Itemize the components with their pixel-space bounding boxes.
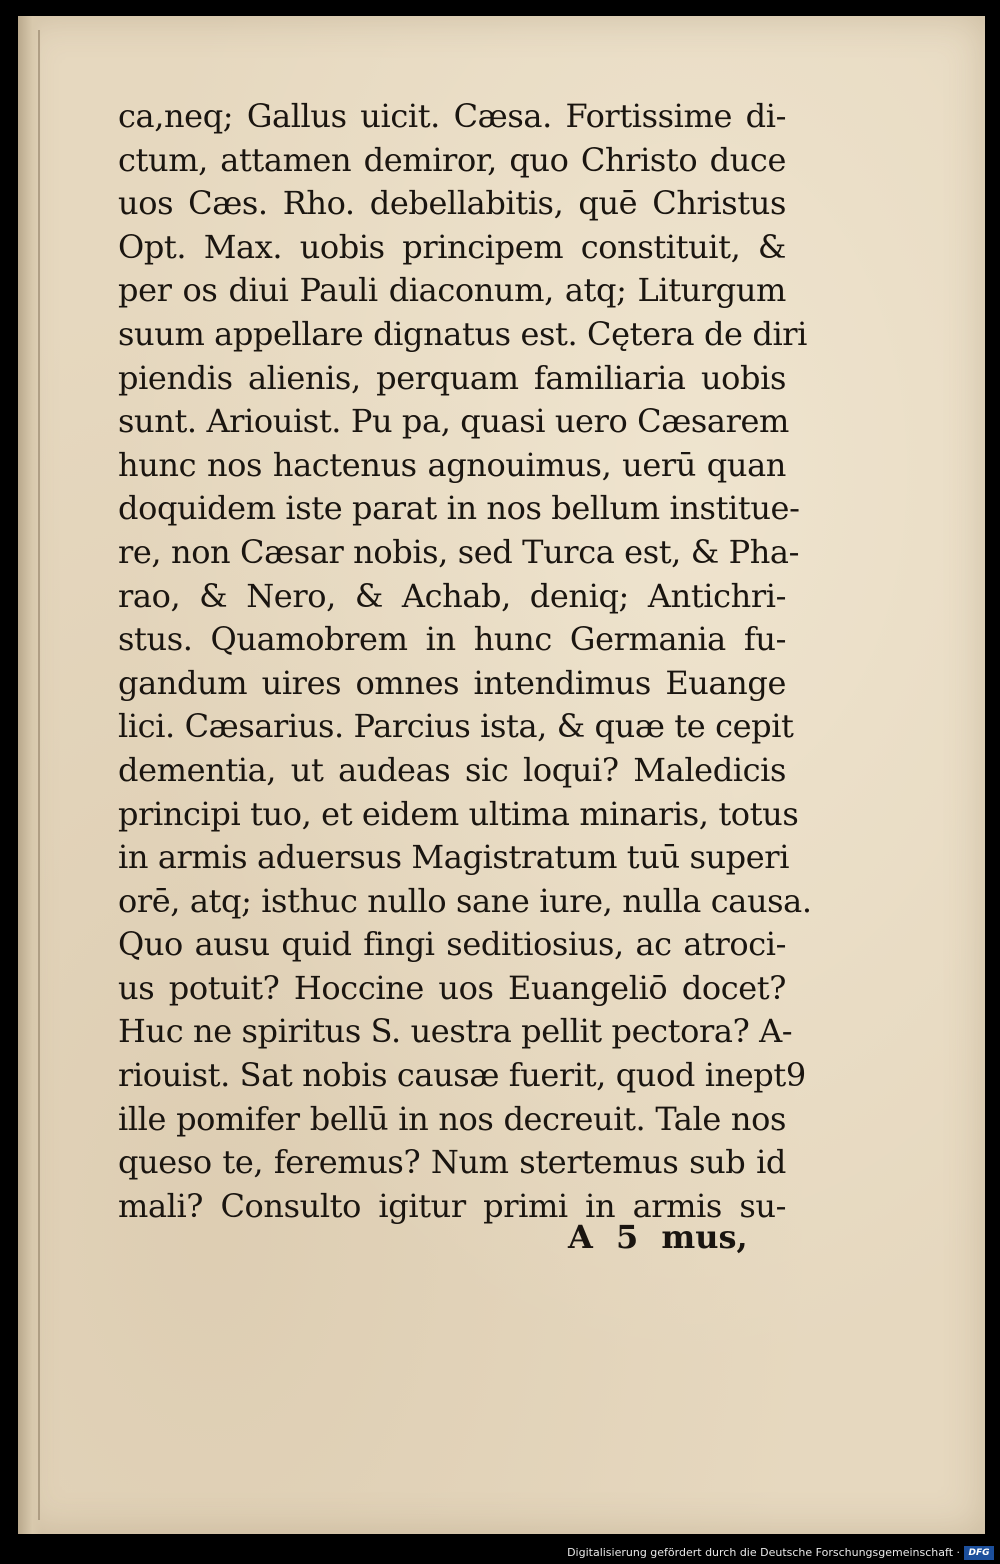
- text-line: ille pomifer bellū in nos decreuit. Tale nos: [118, 1099, 786, 1138]
- text-line: orē, atq; isthuc nullo sane iure, nulla causa.: [118, 881, 812, 920]
- page-text: [118, 95, 812, 1228]
- text-line: sunt. Ariouist. Pu pa, quasi uero Cæsarem: [118, 402, 789, 441]
- text-line: ctum, attamen demiror, quo Christo duce: [118, 140, 786, 179]
- text-line: in armis aduersus Magistratum tuū superi: [118, 838, 790, 877]
- text-line: dementia, ut audeas sic loqui? Maledicis: [118, 750, 786, 789]
- funding-credit: Digitalisierung gefördert durch die Deutsche Forschungsgemeinschaft ·: [567, 1546, 960, 1559]
- text-line: ca,neq; Gallus uicit. Cæsa. Fortissime di-: [118, 97, 786, 135]
- text-line: lici. Cæsarius. Parcius ista, & quæ te cepit: [118, 707, 794, 746]
- text-line: Quo ausu quid fingi seditiosius, ac atroci-: [118, 925, 786, 964]
- text-line: principi tuo, et eidem ultima minaris, totus: [118, 794, 799, 833]
- text-line: queso te, feremus? Num stertemus sub id: [118, 1143, 786, 1182]
- text-line: riouist. Sat nobis causæ fuerit, quod inept9: [118, 1056, 806, 1095]
- text-line: stus. Quamobrem in hunc Germania fu-: [118, 620, 786, 659]
- text-line: suum appellare dignatus est. Cętera de diri: [118, 314, 808, 353]
- page-fold: [38, 30, 40, 1520]
- text-line: mali? Consulto igitur primi in armis su-: [118, 1186, 786, 1225]
- text-line: gandum uires omnes intendimus Euange: [118, 663, 786, 702]
- text-line: per os diui Pauli diaconum, atq; Liturgum: [118, 271, 786, 310]
- text-line: uos Cæs. Rho. debellabitis, quē Christus: [118, 184, 786, 223]
- text-line: re, non Cæsar nobis, sed Turca est, & Pha-: [118, 532, 800, 571]
- footer-bar: [0, 1542, 1000, 1564]
- text-line: Opt. Max. uobis principem constituit, &: [118, 227, 786, 266]
- text-line: Huc ne spiritus S. uestra pellit pectora? A-: [118, 1012, 793, 1051]
- text-line: doquidem iste parat in nos bellum institue-: [118, 489, 800, 528]
- text-line: rao, & Nero, & Achab, deniq; Antichri-: [118, 576, 786, 615]
- text-line: piendis alienis, perquam familiaria uobis: [118, 358, 786, 397]
- text-line: hunc nos hactenus agnouimus, uerū quan: [118, 445, 786, 484]
- dfg-logo-icon: DFG: [964, 1546, 994, 1560]
- text-line: us potuit? Hoccine uos Euangeliō docet?: [118, 968, 786, 1007]
- signature-catchword: A 5 mus,: [568, 1218, 748, 1256]
